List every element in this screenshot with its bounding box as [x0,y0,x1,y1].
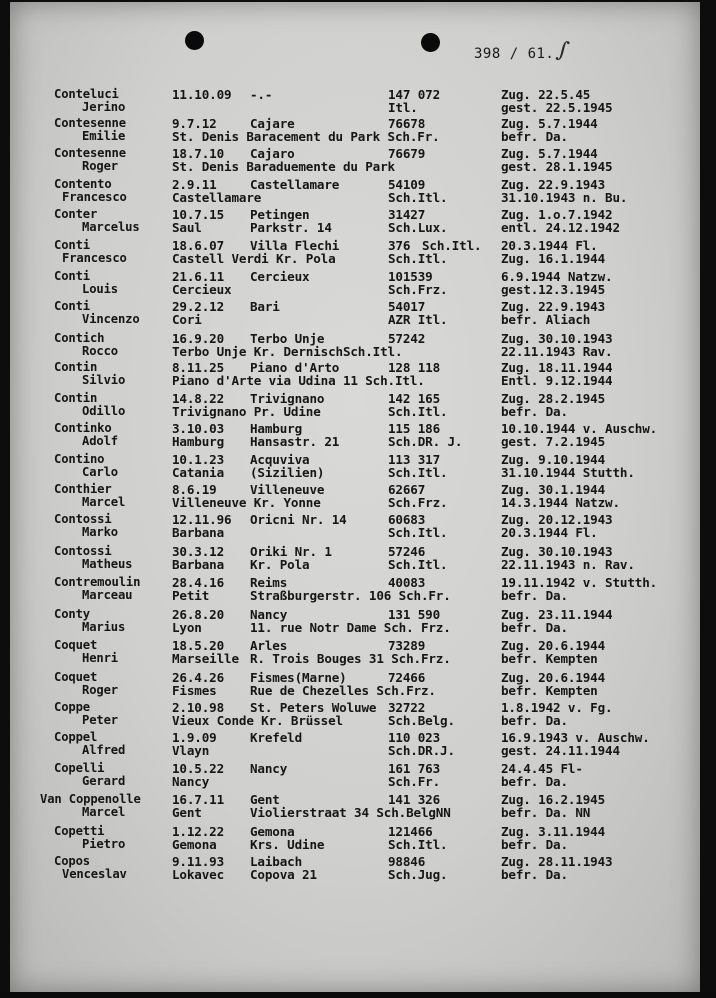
entry-category: Sch.DR. J. [388,434,463,449]
entry-remark: 24.4.45 Fl- [501,761,583,776]
entry-street: Hansastr. 21 [250,434,340,449]
entry-surname: Contento [54,177,112,191]
entry-given-name: Henri [82,651,118,665]
entry-prisoner-number: 147 072 [388,87,441,102]
entry-prisoner-number: 101539 [388,269,433,284]
entry-given-name: Marcelus [82,220,140,234]
entry-remark: Zug. 1.o.7.1942 [501,207,613,222]
entry-birthplace: Fismes(Marne) [250,670,347,685]
entry-remark-2: Zug. 16.1.1944 [501,251,606,266]
entry-prisoner-number: 121466 [388,824,433,839]
entry-street: Violierstraat 34 Sch.BelgNN [250,805,451,820]
entry-birth-date: 8.11.25 [172,360,225,375]
entry-street: (Sizilien) [250,465,325,480]
entry-prisoner-number: 54017 [388,299,426,314]
entry-residence: Saul [172,220,202,235]
entry-remark: Zug. 5.7.1944 [501,116,598,131]
entry-prisoner-number: 31427 [388,207,426,222]
entry-category: Sch.Itl. [388,525,448,540]
entry-surname: Contremoulin [54,575,141,589]
entry-category: Sch.Itl. [388,465,448,480]
entry-given-name: Marko [82,525,118,539]
entry-birthplace: Arles [250,638,288,653]
scan-border [0,992,716,998]
entry-residence: Castellamare [172,190,262,205]
entry-birth-date: 11.10.09 [172,87,232,102]
entry-birthplace: Cajaro [250,146,295,161]
entry-category: Itl. [388,100,418,115]
entry-surname: Contin [54,391,98,405]
entry-surname: Copos [54,854,90,868]
entry-birthplace: Acquviva [250,452,310,467]
entry-birthplace: Krefeld [250,730,303,745]
entry-given-name: Adolf [82,434,118,448]
entry-remark-2: 22.11.1943 Rav. [501,344,613,359]
entry-remark: Zug. 20.6.1944 [501,638,606,653]
entry-surname: Coppe [54,700,90,714]
entry-remark: Zug. 23.11.1944 [501,607,613,622]
entry-remark-2: befr. Da. [501,588,568,603]
entry-given-name: Roger [82,159,118,173]
entry-remark-2: befr. Da. [501,867,568,882]
entry-prisoner-number: 142 165 [388,391,441,406]
entry-birthplace: Nancy [250,761,288,776]
entry-birth-date: 12.11.96 [172,512,232,527]
entry-category-alt: Sch.Itl. [422,238,482,253]
entry-street: Parkstr. 14 [250,220,332,235]
entry-remark: 20.3.1944 Fl. [501,238,598,253]
entry-remark: Zug. 3.11.1944 [501,824,606,839]
entry-remark-2: 22.11.1943 n. Rav. [501,557,635,572]
entry-residence: St. Denis Baraduemente du Park [172,159,395,174]
entry-birthplace: Petingen [250,207,310,222]
entry-remark: Zug. 20.6.1944 [501,670,606,685]
entry-prisoner-number: 57246 [388,544,426,559]
entry-given-name: Marcel [82,495,126,509]
entry-surname: Van Coppenolle [40,792,141,806]
entry-given-name: Roger [82,683,118,697]
entry-remark: Zug. 22.5.45 [501,87,591,102]
entry-birthplace: Cercieux [250,269,310,284]
entry-prisoner-number: 54109 [388,177,426,192]
entry-given-name: Marius [82,620,126,634]
entry-given-name: Vincenzo [82,312,140,326]
entry-residence: Cori [172,312,202,327]
entry-birth-date: 16.9.20 [172,331,225,346]
entry-residence: Terbo Unje Kr. DernischSch.Itl. [172,344,403,359]
entry-birth-date: 30.3.12 [172,544,225,559]
entry-given-name: Jerino [82,100,126,114]
entry-prisoner-number: 60683 [388,512,426,527]
entry-remark: Zug. 30.1.1944 [501,482,606,497]
entry-birth-date: 10.7.15 [172,207,225,222]
entry-residence: Gent [172,805,202,820]
entry-birthplace: Oriki Nr. 1 [250,544,332,559]
entry-prisoner-number: 40083 [388,575,426,590]
entry-residence: Lyon [172,620,202,635]
entry-residence: Petit [172,588,210,603]
entry-remark: Zug. 30.10.1943 [501,544,613,559]
entry-remark-2: gest. 22.5.1945 [501,100,613,115]
entry-surname: Contino [54,452,105,466]
entry-given-name: Odillo [82,404,126,418]
entry-remark-2: befr. Da. [501,713,568,728]
entry-remark-2: Entl. 9.12.1944 [501,373,613,388]
entry-birth-date: 26.8.20 [172,607,225,622]
entry-street: Kr. Pola [250,557,310,572]
entry-birthplace: Villa Flechi [250,238,340,253]
entry-remark-2: befr. Aliach [501,312,591,327]
entry-birth-date: 9.11.93 [172,854,225,869]
entry-street: Copova 21 [250,867,317,882]
handwritten-check-mark: ∫ [554,37,571,64]
entry-birth-date: 29.2.12 [172,299,225,314]
entry-birthplace: Cajare [250,116,295,131]
entry-birthplace: -.- [250,87,273,102]
entry-surname: Coquet [54,638,98,652]
entry-surname: Contich [54,331,105,345]
entry-birth-date: 16.7.11 [172,792,225,807]
entry-remark-2: befr. Kempten [501,651,598,666]
entry-prisoner-number: 376 [388,238,411,253]
entry-birthplace: St. Peters Woluwe [250,700,377,715]
entry-remark-2: befr. Da. [501,774,568,789]
entry-residence: Gemona [172,837,217,852]
entry-remark: 6.9.1944 Natzw. [501,269,613,284]
entry-birthplace: Castellamare [250,177,340,192]
entry-birth-date: 9.7.12 [172,116,217,131]
entry-given-name: Rocco [82,344,118,358]
entry-given-name: Francesco [62,251,127,265]
entry-surname: Conteluci [54,87,119,101]
entry-remark-2: 20.3.1944 Fl. [501,525,598,540]
entry-given-name: Emilie [82,129,126,143]
entry-surname: Conter [54,207,98,221]
entry-prisoner-number: 76679 [388,146,426,161]
entry-residence: Cercieux [172,282,232,297]
entry-birth-date: 18.6.07 [172,238,225,253]
entry-remark: 1.8.1942 v. Fg. [501,700,613,715]
entry-surname: Contesenne [54,146,126,160]
entry-birthplace: Trivignano [250,391,325,406]
entry-surname: Conthier [54,482,112,496]
entry-given-name: Matheus [82,557,133,571]
entry-category: Sch.DR.J. [388,743,455,758]
entry-residence: Castell Verdi Kr. Pola [172,251,336,266]
entry-prisoner-number: 73289 [388,638,426,653]
page-number: 398 / 61. [474,46,555,62]
entry-remark-2: befr. Da. [501,837,568,852]
entry-birthplace: Nancy [250,607,288,622]
entry-birth-date: 2.9.11 [172,177,217,192]
entry-residence: Barbana [172,525,225,540]
entry-surname: Conti [54,269,90,283]
entry-street: R. Trois Bouges 31 Sch.Frz. [250,651,451,666]
entry-birth-date: 10.5.22 [172,761,225,776]
entry-residence: Piano d'Arte via Udina 11 Sch.Itl. [172,373,425,388]
entry-category: Sch.Itl. [388,837,448,852]
entry-residence: Fismes [172,683,217,698]
entry-category: Sch.Frz. [388,282,448,297]
entry-birth-date: 10.1.23 [172,452,225,467]
entry-remark-2: befr. Da. [501,404,568,419]
entry-surname: Contesenne [54,116,126,130]
entry-prisoner-number: 131 590 [388,607,441,622]
entry-category: Sch.Jug. [388,867,448,882]
entry-remark: 19.11.1942 v. Stutth. [501,575,658,590]
entry-birthplace: Reims [250,575,288,590]
entry-birth-date: 18.5.20 [172,638,225,653]
entry-remark-2: entl. 24.12.1942 [501,220,620,235]
entry-birth-date: 3.10.03 [172,421,225,436]
entry-prisoner-number: 98846 [388,854,426,869]
entry-street: Straßburgerstr. 106 Sch.Fr. [250,588,451,603]
entry-surname: Coppel [54,730,98,744]
entry-remark: Zug. 5.7.1944 [501,146,598,161]
entry-remark-2: gest. 7.2.1945 [501,434,606,449]
entry-prisoner-number: 128 118 [388,360,441,375]
entry-remark: Zug. 28.2.1945 [501,391,606,406]
entry-birth-date: 8.6.19 [172,482,217,497]
entry-remark: Zug. 9.10.1944 [501,452,606,467]
entry-birthplace: Piano d'Arto [250,360,340,375]
entry-residence: Hamburg [172,434,225,449]
entry-street: Rue de Chezelles Sch.Frz. [250,683,436,698]
entry-remark: Zug. 16.2.1945 [501,792,606,807]
entry-birthplace: Gent [250,792,280,807]
entry-residence: Nancy [172,774,210,789]
entry-category: AZR Itl. [388,312,448,327]
entry-remark-2: befr. Da. NN [501,805,591,820]
entry-given-name: Marceau [82,588,133,602]
entry-given-name: Carlo [82,465,118,479]
entry-prisoner-number: 32722 [388,700,426,715]
entry-birth-date: 14.8.22 [172,391,225,406]
entry-residence: Trivignano Pr. Udine [172,404,321,419]
entry-residence: Vieux Conde Kr. Brüssel [172,713,343,728]
entry-residence: St. Denis Baracement du Park Sch.Fr. [172,129,440,144]
entry-remark: Zug. 22.9.1943 [501,177,606,192]
entry-remark-2: befr. Da. [501,620,568,635]
entry-surname: Conti [54,238,90,252]
entry-prisoner-number: 76678 [388,116,426,131]
entry-category: Sch.Fr. [388,774,441,789]
entry-given-name: Louis [82,282,118,296]
entry-remark: Zug. 28.11.1943 [501,854,613,869]
entry-prisoner-number: 110 023 [388,730,441,745]
entry-birthplace: Terbo Unje [250,331,325,346]
entry-category: Sch.Belg. [388,713,455,728]
entry-remark-2: befr. Da. [501,129,568,144]
entry-category: Sch.Lux. [388,220,448,235]
entry-given-name: Marcel [82,805,126,819]
entry-surname: Copetti [54,824,105,838]
entry-remark: Zug. 30.10.1943 [501,331,613,346]
entry-surname: Conti [54,299,90,313]
entry-surname: Continko [54,421,112,435]
entry-given-name: Venceslav [62,867,127,881]
entry-surname: Contossi [54,544,112,558]
entry-given-name: Francesco [62,190,127,204]
entry-birth-date: 28.4.16 [172,575,225,590]
entry-birthplace: Bari [250,299,280,314]
entry-given-name: Gerard [82,774,126,788]
entry-residence: Vlayn [172,743,210,758]
entry-residence: Catania [172,465,225,480]
entry-category: Sch.Frz. [388,495,448,510]
entry-birthplace: Hamburg [250,421,303,436]
entry-remark-2: gest.12.3.1945 [501,282,606,297]
entry-prisoner-number: 161 763 [388,761,441,776]
entry-residence: Barbana [172,557,225,572]
entry-surname: Conty [54,607,90,621]
entry-surname: Coquet [54,670,98,684]
entry-birthplace: Gemona [250,824,295,839]
entry-category: Sch.Itl. [388,557,448,572]
entry-residence: Lokavec [172,867,225,882]
entry-remark-2: befr. Kempten [501,683,598,698]
entry-category: Sch.Itl. [388,404,448,419]
entry-street: 11. rue Notr Dame Sch. Frz. [250,620,451,635]
entry-remark: Zug. 22.9.1943 [501,299,606,314]
entry-prisoner-number: 115 186 [388,421,441,436]
entry-remark-2: 31.10.1944 Stutth. [501,465,635,480]
entry-birth-date: 1.9.09 [172,730,217,745]
entry-remark-2: gest. 24.11.1944 [501,743,620,758]
entry-birth-date: 26.4.26 [172,670,225,685]
entry-prisoner-number: 113 317 [388,452,441,467]
entry-category: Sch.Itl. [388,190,448,205]
entry-birth-date: 21.6.11 [172,269,225,284]
entry-prisoner-number: 62667 [388,482,426,497]
entry-birth-date: 2.10.98 [172,700,225,715]
entry-remark-2: 14.3.1944 Natzw. [501,495,620,510]
entry-street: Krs. Udine [250,837,325,852]
entry-surname: Contin [54,360,98,374]
entry-birthplace: Laibach [250,854,303,869]
entry-birth-date: 1.12.22 [172,824,225,839]
entry-remark: Zug. 20.12.1943 [501,512,613,527]
entry-given-name: Silvio [82,373,126,387]
entry-given-name: Alfred [82,743,126,757]
entry-surname: Copelli [54,761,105,775]
entry-category: Sch.Itl. [388,251,448,266]
entry-birthplace: Villeneuve [250,482,325,497]
entry-prisoner-number: 72466 [388,670,426,685]
entry-given-name: Pietro [82,837,126,851]
entry-surname: Contossi [54,512,112,526]
entry-birth-date: 18.7.10 [172,146,225,161]
entry-prisoner-number: 141 326 [388,792,441,807]
entry-residence: Marseille [172,651,239,666]
entry-remark-2: 31.10.1943 n. Bu. [501,190,628,205]
entry-birthplace: Oricni Nr. 14 [250,512,347,527]
entry-remark: 10.10.1944 v. Auschw. [501,421,658,436]
entry-prisoner-number: 57242 [388,331,426,346]
entry-remark: Zug. 18.11.1944 [501,360,613,375]
entry-residence: Villeneuve Kr. Yonne [172,495,321,510]
entry-given-name: Peter [82,713,118,727]
entry-remark: 16.9.1943 v. Auschw. [501,730,650,745]
entry-remark-2: gest. 28.1.1945 [501,159,613,174]
